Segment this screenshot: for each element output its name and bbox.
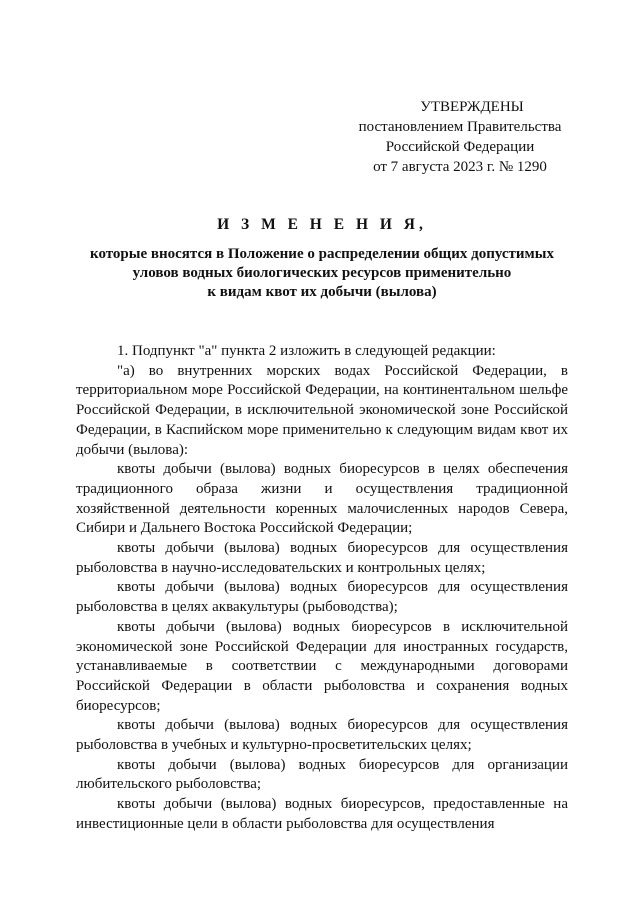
paragraph: квоты добычи (вылова) водных биоресурсов в целях обеспечения традиционного образа жизни и осуществления традиционной хозяйственной деятельности коренных малочисленных народов Севера, Сибири и Дальнего Востока Российской Федерации; (76, 461, 568, 537)
paragraph: квоты добычи (вылова) водных биоресурсов для осуществления рыболовства в учебных и культурно-просветительских целях; (76, 717, 568, 754)
document-body (76, 342, 568, 835)
subtitle-line-2: уловов водных биологических ресурсов применительно (132, 265, 512, 281)
paragraph: 1. Подпункт "а" пункта 2 изложить в следующей редакции: (117, 343, 496, 359)
approval-line-2: Российской Федерации (385, 139, 535, 155)
approval-line-1: постановлением Правительства (358, 119, 562, 135)
paragraph: квоты добычи (вылова) водных биоресурсов для организации любительского рыболовства; (76, 756, 568, 793)
document-heading: И З М Е Н Е Н И Я, (217, 216, 427, 233)
paragraph: квоты добычи (вылова) водных биоресурсов для осуществления рыболовства в целях аквакультуры (рыбоводства); (76, 579, 568, 616)
approved-label: УТВЕРЖДЕНЫ (420, 99, 524, 115)
paragraph: квоты добычи (вылова) водных биоресурсов для осуществления рыболовства в научно-исследовательских и контрольных целях; (76, 540, 568, 576)
subtitle-line-1: которые вносятся в Положение о распределении общих допустимых (90, 246, 554, 262)
paragraph: квоты добычи (вылова) водных биоресурсов, предоставленные на инвестиционные цели в области рыболовства для осуществления (76, 796, 568, 832)
document-subtitle (76, 245, 568, 302)
paragraph: "а) во внутренних морских водах Российской Федерации, в территориальном море Российской Федерации, на континентальном шельфе Российской Федерации, в исключительной экономической зоне Российской Федерации, в Каспийском море применительно к следующим видам квот их добычи (вылова): (76, 362, 568, 458)
subtitle-line-3: к видам квот их добычи (вылова) (207, 284, 437, 300)
approval-block (352, 97, 568, 177)
paragraph: квоты добычи (вылова) водных биоресурсов в исключительной экономической зоне Российской Федерации для иностранных государств, устанавливаемые в соответствии с международными договорами Российской Федерации в области рыболовства и сохранения водных биоресурсов; (76, 618, 568, 714)
approval-line-3: от 7 августа 2023 г. № 1290 (373, 159, 547, 175)
